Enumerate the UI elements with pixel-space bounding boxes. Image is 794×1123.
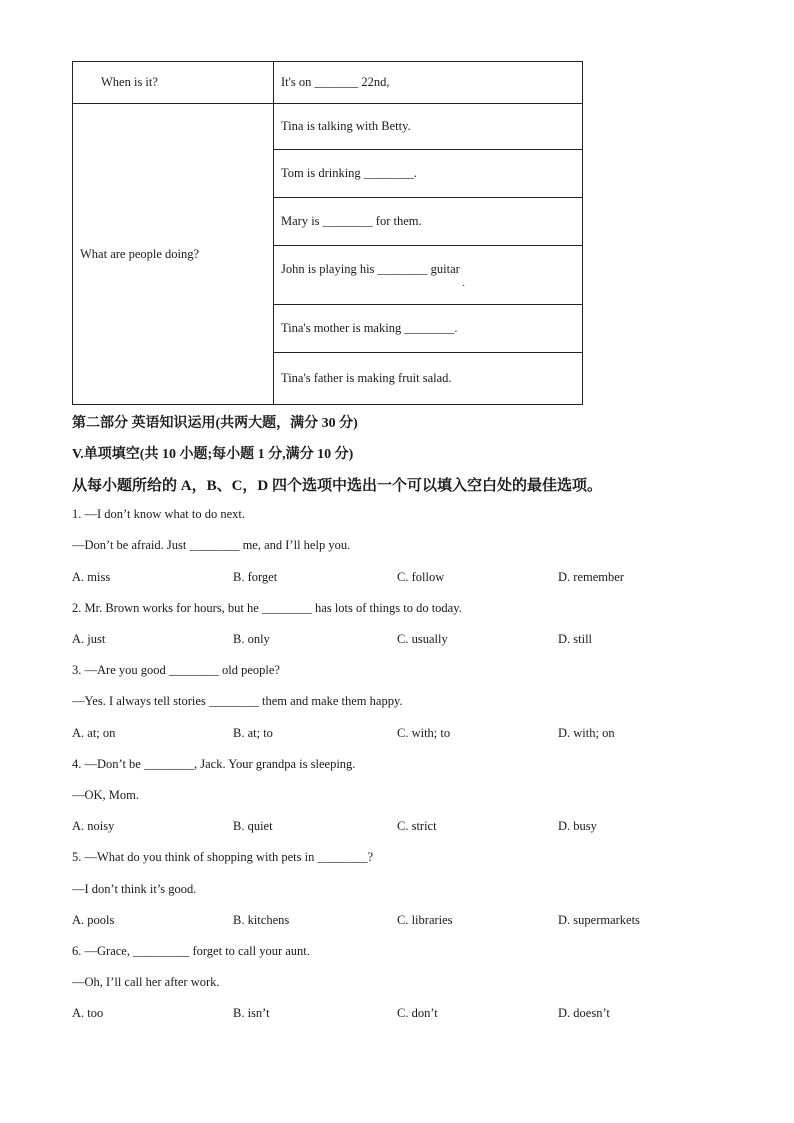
option-a: A. miss [72,570,111,584]
option-b: B. kitchens [233,913,290,927]
table-cell-answer: Tom is drinking ________. [274,150,583,198]
option-c: C. don’t [397,1006,438,1020]
option-a: A. too [72,1006,104,1020]
table-cell-answer: Tina is talking with Betty. [274,104,583,150]
stray-mark: · [462,281,466,292]
option-d: D. busy [558,819,597,833]
section-title: V.单项填空(共 10 小题;每小题 1 分,满分 10 分) [72,447,354,462]
table-cell-answer: Mary is ________ for them. [274,198,583,246]
question-line: 3. —Are you good ________ old people? [72,663,280,677]
part-title: 第二部分 英语知识运用(共两大题，满分 30 分) [72,416,358,431]
info-table [72,61,583,405]
table-row [73,62,583,104]
option-b: B. quiet [233,819,273,833]
question-line: 2. Mr. Brown works for hours, but he ________ has lots of things to do today. [72,601,462,615]
question-line: 5. —What do you think of shopping with pets in ________? [72,850,374,864]
option-c: C. with; to [397,726,451,740]
question-line: —I don’t think it’s good. [72,882,197,896]
option-b: B. forget [233,570,278,584]
option-d: D. doesn’t [558,1006,610,1020]
question-line: 1. —I don’t know what to do next. [72,507,246,521]
option-b: B. only [233,632,270,646]
question-line: 4. —Don’t be ________, Jack. Your grandpa is sleeping. [72,757,356,771]
option-c: C. usually [397,632,448,646]
table-cell-answer: Tina's father is making fruit salad. [274,353,583,405]
table-cell-question: What are people doing? [73,104,274,405]
option-a: A. noisy [72,819,115,833]
table-cell-answer: Tina's mother is making ________. [274,305,583,353]
option-d: D. remember [558,570,624,584]
option-c: C. libraries [397,913,453,927]
question-line: —Yes. I always tell stories ________ them and make them happy. [72,694,403,708]
option-a: A. at; on [72,726,116,740]
option-c: C. strict [397,819,437,833]
question-line: —OK, Mom. [72,788,140,802]
table-cell-answer: It's on _______ 22nd, [274,62,583,104]
option-d: D. still [558,632,593,646]
option-c: C. follow [397,570,445,584]
option-b: B. at; to [233,726,273,740]
section-instruction: 从每小题所给的 A，B、C，D 四个选项中选出一个可以填入空白处的最佳选项。 [72,478,603,494]
option-d: D. supermarkets [558,913,640,927]
question-line: 6. —Grace, _________ forget to call your aunt. [72,944,310,958]
table-cell-question: When is it? [73,62,274,104]
table-cell-answer: John is playing his ________ guitar [274,246,583,305]
question-line: —Don’t be afraid. Just ________ me, and I’ll help you. [72,538,351,552]
option-b: B. isn’t [233,1006,270,1020]
question-line: —Oh, I’ll call her after work. [72,975,220,989]
option-a: A. just [72,632,106,646]
option-a: A. pools [72,913,115,927]
table-row [73,104,583,150]
option-d: D. with; on [558,726,615,740]
